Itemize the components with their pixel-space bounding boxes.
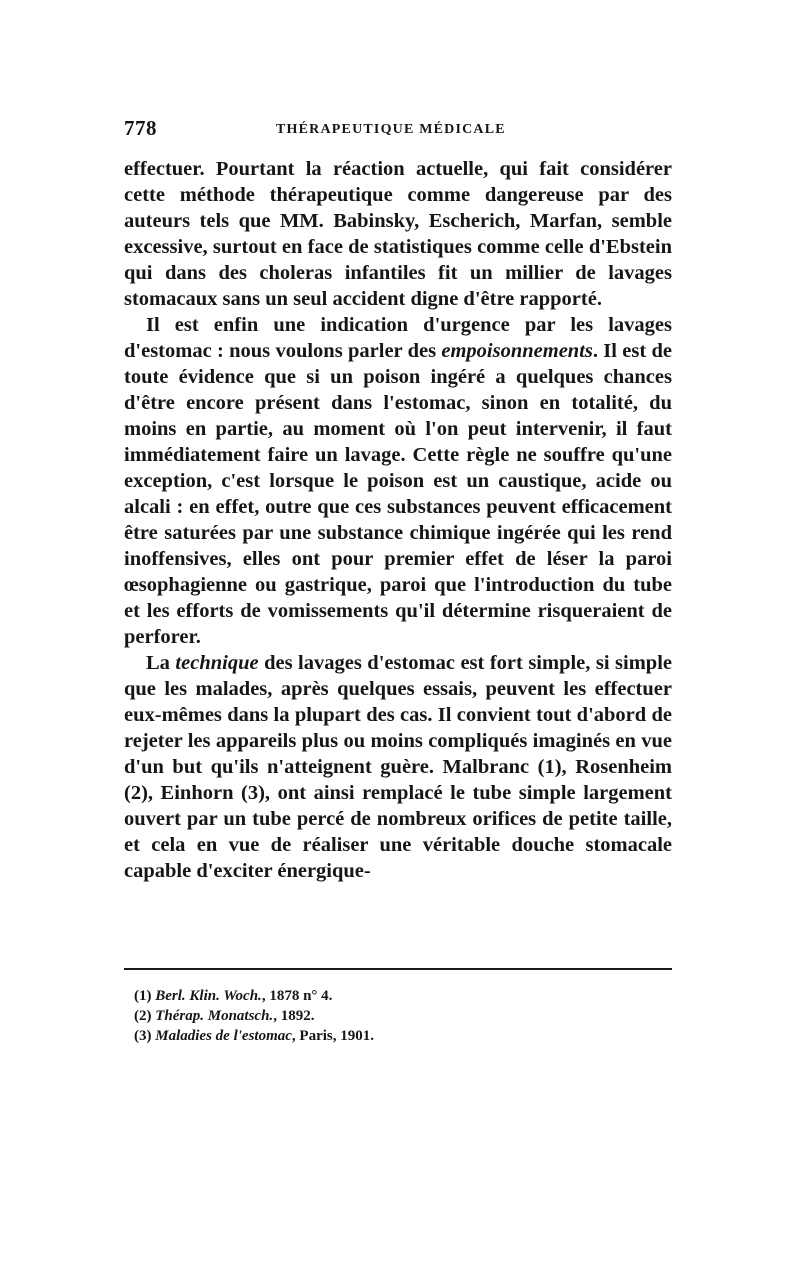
footnote-1 <box>134 986 654 1006</box>
footnote-details: , Paris, 1901. <box>291 1028 374 1044</box>
footnote-marker: (2) <box>134 1008 152 1024</box>
main-text <box>124 156 672 884</box>
running-title: THÉRAPEUTIQUE MÉDICALE <box>276 122 506 137</box>
paragraph-2 <box>124 312 672 650</box>
paragraph-2-text-a: Il est enfin une indication d'urgence par les lavages d'estomac : nous voulons parler des <box>124 314 672 362</box>
paragraph-1: effectuer. Pourtant la réaction actuelle, qui fait considérer cette méthode thérapeutique comme dangereuse par des auteurs tels que MM. Babinsky, Escherich, Marfan, semble excessive, surtout en face de statistiques comme celle d'Ebstein qui dans des choleras infantiles fit un millier de lavages stomacaux sans un seul accident digne d'être rapporté. <box>124 158 672 310</box>
paragraph-2-emphasis: empoisonnements <box>441 340 593 362</box>
running-head <box>124 116 672 144</box>
footnotes <box>134 986 654 1046</box>
footnote-details: , 1878 n° 4. <box>261 988 333 1004</box>
footnote-source-title: Maladies de l'estomac <box>155 1028 292 1044</box>
paragraph-3-text-a: La <box>146 652 176 674</box>
footnote-source-title: Berl. Klin. Woch. <box>155 988 262 1004</box>
footnote-2 <box>134 1006 654 1026</box>
paragraph-3-emphasis: technique <box>175 652 259 674</box>
paragraph-2-text-b: . Il est de toute évidence que si un poison ingéré a quelques chances d'être encore présent dans l'estomac, sinon en totalité, du moins en partie, au moment où l'on peut intervenir, il faut immédiatement faire un lavage. Cette règle ne souffre qu'une exception, c'est lorsque le poison est un caustique, acide ou alcali : en effet, outre que ces substances peuvent efficacement être saturées par une substance chimique ingérée qui les rend inoffensives, elles ont pour premier effet de léser la paroi œsophagienne ou gastrique, paroi que l'introduction du tube et les efforts de vomissements qu'il détermine risqueraient de perforer. <box>124 340 673 648</box>
footnote-marker: (3) <box>134 1028 152 1044</box>
footnote-marker: (1) <box>134 988 152 1004</box>
footnote-details: , 1892. <box>273 1008 315 1024</box>
page-number: 778 <box>124 116 157 140</box>
paragraph-3 <box>124 650 672 884</box>
footnote-3 <box>134 1026 654 1046</box>
paragraph-3-text-b: des lavages d'estomac est fort simple, si simple que les malades, après quelques essais, peuvent les effectuer eux-mêmes dans la plupart des cas. Il convient tout d'abord de rejeter les appareils plus ou moins compliqués imaginés en vue d'un but qu'ils n'atteignent guère. Malbranc (1), Rosenheim (2), Einhorn (3), ont ainsi remplacé le tube simple largement ouvert par un tube percé de nombreux orifices de petite taille, et cela en vue de réaliser une véritable douche stomacale capable d'exciter énergique- <box>124 652 672 882</box>
footnote-divider <box>124 968 672 970</box>
footnote-source-title: Thérap. Monatsch. <box>155 1008 274 1024</box>
